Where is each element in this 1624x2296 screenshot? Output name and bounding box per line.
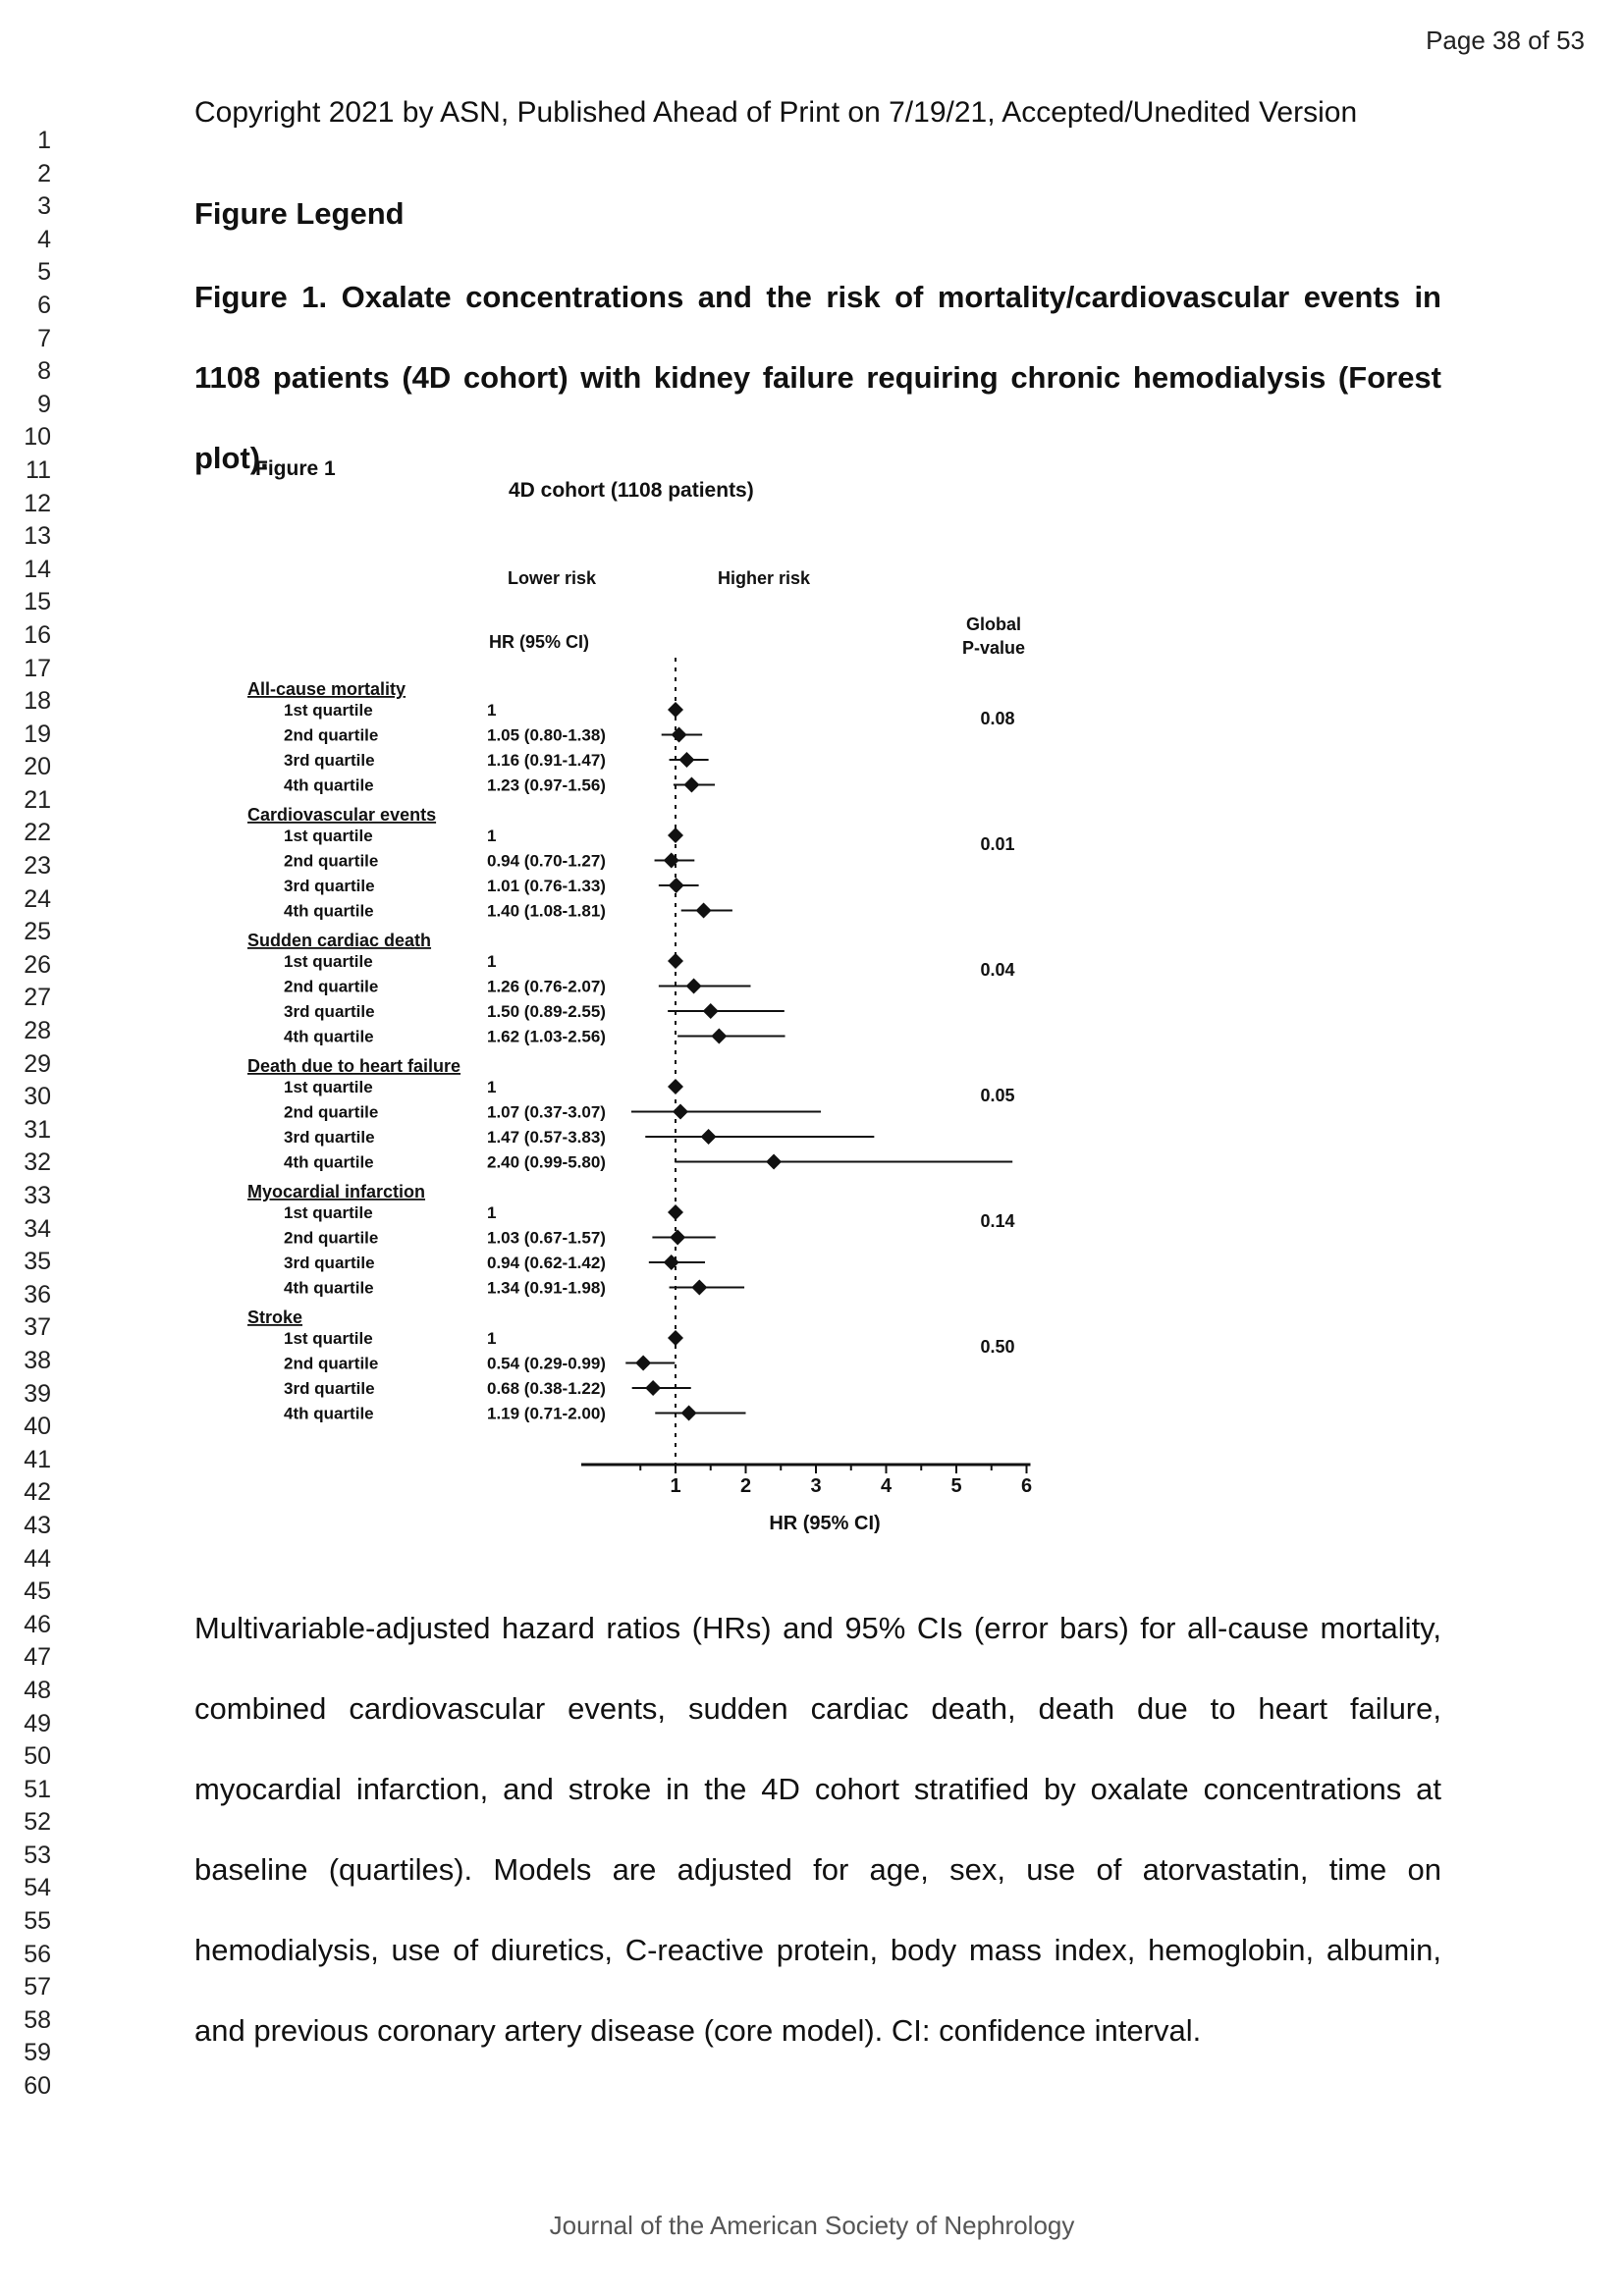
hr-ci-label: 2.40 (0.99-5.80) — [487, 1152, 606, 1172]
hr-point — [711, 1029, 727, 1044]
quartile-label: 3rd quartile — [284, 1379, 375, 1398]
hr-ci-label: 1.50 (0.89-2.55) — [487, 1002, 606, 1021]
line-number: 58 — [24, 2005, 51, 2034]
line-number: 6 — [37, 291, 51, 319]
group-pvalue: 0.14 — [980, 1211, 1015, 1231]
line-number: 5 — [37, 258, 51, 287]
hr-column-header: HR (95% CI) — [489, 632, 590, 652]
line-number: 51 — [24, 1775, 51, 1803]
hr-ci-label: 1.05 (0.80-1.38) — [487, 725, 606, 745]
x-axis-label: HR (95% CI) — [769, 1513, 881, 1534]
group-label: Sudden cardiac death — [247, 931, 432, 950]
line-number: 44 — [24, 1544, 51, 1573]
line-number: 25 — [24, 918, 51, 946]
group-label: Stroke — [247, 1308, 303, 1327]
hr-point — [672, 727, 687, 743]
x-tick-label: 6 — [1020, 1475, 1033, 1497]
quartile-label: 1st quartile — [284, 1203, 373, 1222]
quartile-label: 4th quartile — [284, 901, 374, 921]
x-tick-label: 2 — [739, 1475, 752, 1497]
hr-point — [664, 1255, 679, 1270]
hr-point — [635, 1356, 651, 1371]
line-number: 37 — [24, 1313, 51, 1342]
quartile-label: 1st quartile — [284, 701, 373, 720]
line-number: 14 — [24, 555, 51, 583]
x-tick-label: 1 — [670, 1475, 681, 1497]
line-number: 53 — [24, 1841, 51, 1869]
quartile-label: 1st quartile — [284, 827, 373, 845]
line-number: 10 — [24, 423, 51, 452]
line-number: 56 — [24, 1940, 51, 1968]
line-number: 18 — [24, 687, 51, 716]
hr-point — [686, 979, 702, 994]
quartile-label: 1st quartile — [284, 1078, 373, 1096]
hr-ci-label: 1.01 (0.76-1.33) — [487, 877, 606, 895]
quartile-label: 4th quartile — [284, 1152, 374, 1172]
group-pvalue: 0.50 — [980, 1337, 1015, 1357]
line-number: 20 — [24, 753, 51, 781]
quartile-label: 4th quartile — [284, 775, 374, 795]
line-number: 15 — [24, 588, 51, 616]
group-label: Myocardial infarction — [247, 1182, 426, 1201]
forest-plot — [236, 442, 1060, 1561]
hr-point — [701, 1129, 717, 1145]
group-label: Death due to heart failure — [247, 1056, 461, 1076]
group-pvalue: 0.04 — [980, 960, 1015, 980]
line-number: 21 — [24, 785, 51, 814]
line-number: 48 — [24, 1676, 51, 1704]
quartile-label: 3rd quartile — [284, 1002, 375, 1021]
hr-ci-label: 1 — [487, 827, 497, 845]
page-number: Page 38 of 53 — [1426, 26, 1585, 55]
quartile-label: 1st quartile — [284, 952, 373, 971]
hr-ci-label: 0.94 (0.62-1.42) — [487, 1254, 606, 1272]
hr-ci-label: 1 — [487, 1078, 497, 1096]
x-tick-label: 4 — [880, 1475, 893, 1497]
journal-footer: Journal of the American Society of Nephrology — [549, 2211, 1075, 2240]
line-number: 22 — [24, 819, 51, 847]
hr-point — [668, 1330, 683, 1346]
line-number: 4 — [37, 225, 51, 253]
quartile-label: 2nd quartile — [284, 725, 379, 745]
pvalue-header: P-value — [961, 638, 1026, 658]
hr-point — [673, 1104, 688, 1120]
quartile-label: 3rd quartile — [284, 877, 375, 895]
line-number: 46 — [24, 1610, 51, 1638]
group-pvalue: 0.08 — [980, 709, 1015, 728]
hr-ci-label: 0.54 (0.29-0.99) — [487, 1354, 606, 1373]
line-numbers — [0, 125, 51, 2104]
hr-ci-label: 1 — [487, 952, 497, 971]
hr-ci-label: 1.23 (0.97-1.56) — [487, 775, 606, 795]
figure-title: Figure 1. Oxalate concentrations and the risk of mortality/cardiovascular events in 1108 patients (4D cohort) with kidney failure requiring chronic hemodialysis (Forest plot). — [194, 280, 1441, 475]
line-number: 36 — [24, 1280, 51, 1308]
x-tick-label: 5 — [950, 1475, 962, 1497]
line-number: 40 — [24, 1413, 51, 1441]
line-number: 11 — [26, 455, 51, 484]
hr-ci-label: 1.19 (0.71-2.00) — [487, 1404, 606, 1423]
line-number: 34 — [24, 1214, 51, 1243]
line-number: 1 — [37, 127, 51, 154]
hr-ci-label: 0.68 (0.38-1.22) — [487, 1379, 606, 1398]
hr-point — [691, 1280, 707, 1296]
higher-risk-label: Higher risk — [717, 568, 811, 588]
chart-title: 4D cohort (1108 patients) — [509, 479, 754, 502]
figure-caption: Multivariable-adjusted hazard ratios (HRs) and 95% CIs (error bars) for all-cause mortality, combined cardiovascular events, sudden cardiac death, death due to heart failure, myocardial infarction, and stroke in the 4D cohort stratified by oxalate concentrations at baseline (quartiles). Models are adjusted for age, sex, use of atorvastatin, time on hemodialysis, use of diuretics, C-reactive protein, body mass index, hemoglobin, albumin, and previous coronary artery disease (core model). CI: confidence interval. — [194, 1611, 1441, 2048]
hr-point — [683, 777, 699, 793]
quartile-label: 4th quartile — [284, 1404, 374, 1423]
hr-ci-label: 1.40 (1.08-1.81) — [487, 901, 606, 921]
hr-point — [766, 1154, 782, 1170]
line-number: 13 — [24, 522, 51, 551]
quartile-label: 2nd quartile — [284, 1354, 379, 1373]
line-number: 32 — [24, 1148, 51, 1177]
quartile-label: 3rd quartile — [284, 1254, 375, 1272]
hr-point — [681, 1406, 697, 1421]
line-number: 57 — [24, 1973, 51, 2002]
line-number: 31 — [24, 1115, 51, 1144]
group-label: Cardiovascular events — [247, 805, 437, 825]
pvalue-header: Global — [965, 614, 1022, 634]
hr-point — [703, 1003, 719, 1019]
line-number: 49 — [24, 1709, 51, 1737]
line-number: 8 — [37, 357, 51, 386]
lower-risk-label: Lower risk — [507, 568, 597, 588]
line-number: 16 — [24, 620, 51, 649]
hr-ci-label: 1.62 (1.03-2.56) — [487, 1027, 606, 1046]
line-number: 28 — [24, 1017, 51, 1045]
quartile-label: 4th quartile — [284, 1278, 374, 1298]
line-number: 38 — [24, 1346, 51, 1374]
hr-ci-label: 1.03 (0.67-1.57) — [487, 1228, 606, 1248]
hr-point — [668, 953, 683, 969]
hr-ci-label: 1 — [487, 701, 497, 720]
line-number: 30 — [24, 1083, 51, 1111]
legend-heading: Figure Legend — [194, 196, 405, 231]
hr-point — [670, 1230, 685, 1246]
hr-ci-label: 0.94 (0.70-1.27) — [487, 851, 606, 871]
line-number: 12 — [24, 489, 51, 517]
x-tick-label: 3 — [810, 1475, 822, 1497]
line-number: 43 — [24, 1511, 51, 1539]
hr-point — [669, 878, 684, 893]
hr-point — [696, 903, 712, 919]
hr-ci-label: 1.07 (0.37-3.07) — [487, 1102, 606, 1122]
quartile-label: 2nd quartile — [284, 1228, 379, 1248]
line-number: 50 — [24, 1742, 51, 1771]
line-number: 54 — [24, 1874, 51, 1902]
hr-point — [645, 1380, 661, 1396]
hr-point — [668, 1079, 683, 1095]
line-number: 24 — [24, 884, 51, 913]
group-pvalue: 0.01 — [980, 834, 1015, 854]
forest-plot-figure — [236, 442, 1060, 1561]
copyright-notice: Copyright 2021 by ASN, Published Ahead of Print on 7/19/21, Accepted/Unedited Version — [194, 96, 1358, 129]
quartile-label: 2nd quartile — [284, 1102, 379, 1122]
line-number: 35 — [24, 1248, 51, 1276]
hr-ci-label: 1.26 (0.76-2.07) — [487, 977, 606, 996]
line-number: 39 — [24, 1379, 51, 1408]
hr-point — [668, 828, 683, 843]
line-number: 52 — [24, 1808, 51, 1837]
line-number: 41 — [24, 1445, 51, 1473]
line-number: 59 — [24, 2039, 51, 2067]
quartile-label: 3rd quartile — [284, 751, 375, 770]
line-number: 47 — [24, 1643, 51, 1672]
hr-ci-label: 1.34 (0.91-1.98) — [487, 1278, 606, 1298]
line-number: 45 — [24, 1577, 51, 1606]
line-number: 17 — [24, 654, 51, 682]
quartile-label: 1st quartile — [284, 1329, 373, 1348]
hr-ci-label: 1.16 (0.91-1.47) — [487, 751, 606, 770]
line-number: 2 — [37, 159, 51, 187]
line-number: 60 — [24, 2072, 51, 2101]
quartile-label: 2nd quartile — [284, 977, 379, 996]
line-number: 3 — [37, 192, 51, 221]
quartile-label: 3rd quartile — [284, 1128, 375, 1147]
line-number: 23 — [24, 852, 51, 881]
figure-label: Figure 1 — [255, 457, 336, 480]
hr-ci-label: 1 — [487, 1203, 497, 1222]
hr-point — [664, 853, 679, 869]
line-number: 7 — [37, 324, 51, 352]
hr-point — [668, 702, 683, 718]
line-number: 9 — [37, 390, 51, 418]
hr-ci-label: 1 — [487, 1329, 497, 1348]
hr-point — [668, 1204, 683, 1220]
line-number: 26 — [24, 950, 51, 979]
quartile-label: 2nd quartile — [284, 851, 379, 871]
line-number: 55 — [24, 1907, 51, 1936]
quartile-label: 4th quartile — [284, 1027, 374, 1046]
line-number: 33 — [24, 1182, 51, 1209]
line-number: 29 — [24, 1049, 51, 1078]
line-number: 42 — [24, 1478, 51, 1507]
group-pvalue: 0.05 — [980, 1086, 1015, 1105]
hr-ci-label: 1.47 (0.57-3.83) — [487, 1128, 606, 1147]
hr-point — [678, 752, 694, 768]
line-number: 19 — [24, 720, 51, 748]
group-label: All-cause mortality — [247, 679, 406, 699]
line-number: 27 — [24, 984, 51, 1012]
